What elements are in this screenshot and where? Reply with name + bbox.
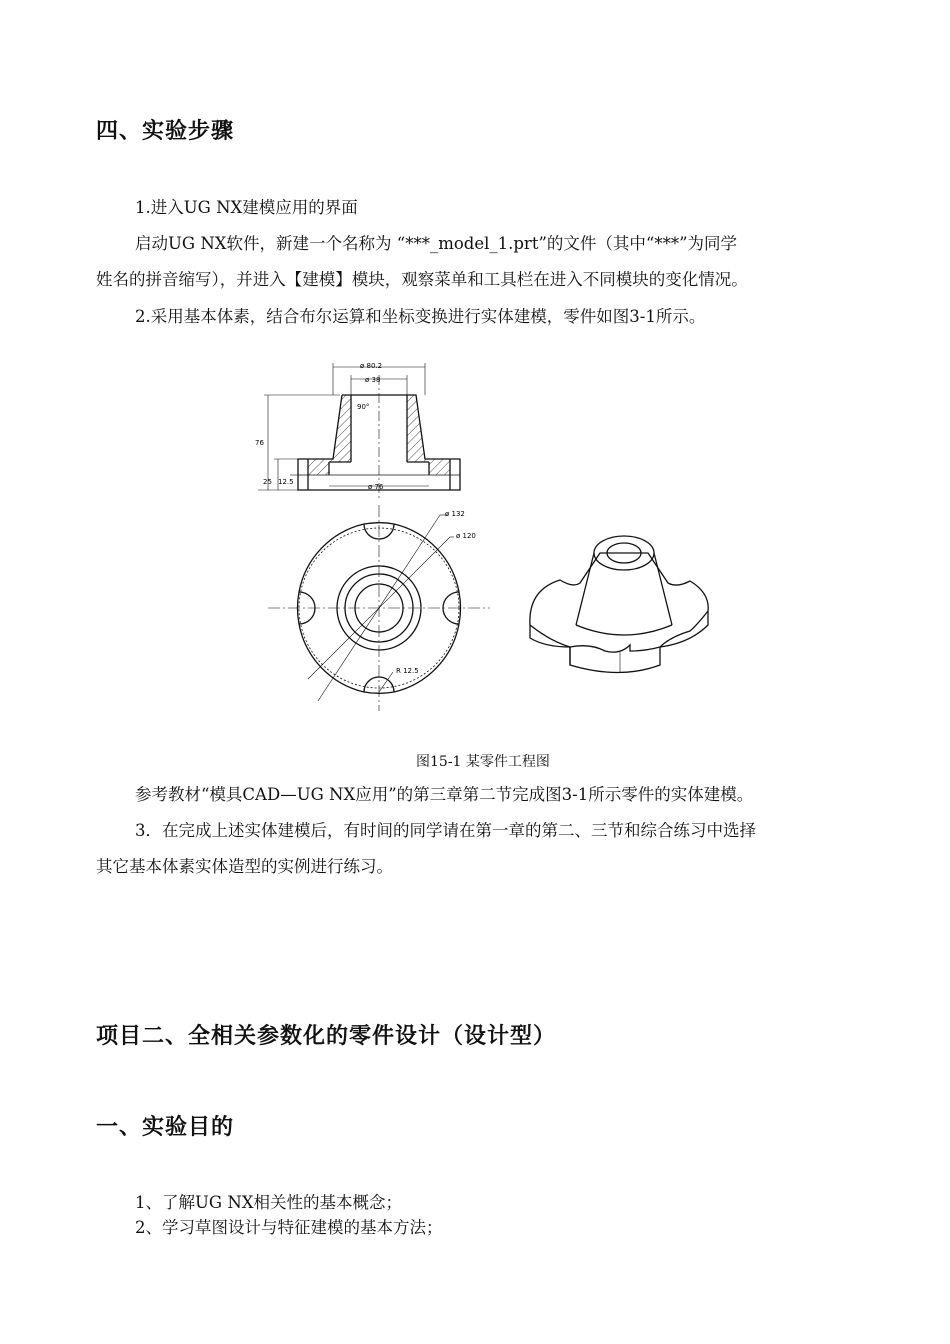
purpose-item-1: 1、了解UG NX相关性的基本概念；: [135, 1193, 403, 1212]
dim-angle: 90°: [357, 403, 370, 411]
section-heading-steps: 四、实验步骤: [96, 119, 235, 144]
engineering-drawing: [250, 355, 710, 725]
figure-caption: 图15-1 某零件工程图: [416, 754, 550, 770]
step3-line-1: 3．在完成上述实体建模后，有时间的同学请在第一章的第二、三节和综合练习中选择: [135, 821, 756, 840]
dim-radius: R 12.5: [396, 667, 419, 675]
dim-top-outer: ø 80.2: [360, 362, 383, 370]
reference-line: 参考教材“模具CAD—UG NX应用”的第三章第二节完成图3-1所示零件的实体建模。: [135, 785, 754, 804]
step1-line-1: 启动UG NX软件，新建一个名称为 “***_model_1.prt”的文件（其中“***”为同学: [135, 234, 738, 253]
step3-line-2: 其它基本体素实体造型的实例进行练习。: [96, 857, 393, 876]
dim-height-base: 25: [263, 478, 272, 486]
step1-title: 1.进入UG NX建模应用的界面: [135, 198, 358, 217]
dim-diameter-132: ø 132: [445, 510, 465, 518]
dim-diameter-120: ø 120: [456, 532, 476, 540]
isometric-view: [530, 536, 708, 673]
section-heading-purpose: 一、实验目的: [96, 1115, 235, 1140]
step1-line-2: 姓名的拼音缩写），并进入【建模】模块，观察菜单和工具栏在进入不同模块的变化情况。: [96, 270, 748, 289]
dim-height-flange: 12.5: [278, 478, 294, 486]
step2-title: 2.采用基本体素，结合布尔运算和坐标变换进行实体建模，零件如图3-1所示。: [135, 307, 706, 326]
purpose-item-2: 2、学习草图设计与特征建模的基本方法；: [135, 1218, 443, 1237]
project-title: 项目二、全相关参数化的零件设计（设计型）: [96, 1024, 557, 1049]
dim-top-inner: ø 38: [365, 376, 381, 384]
dim-height-total: 76: [255, 439, 264, 447]
dim-bottom-diameter: ø 76: [368, 483, 384, 491]
